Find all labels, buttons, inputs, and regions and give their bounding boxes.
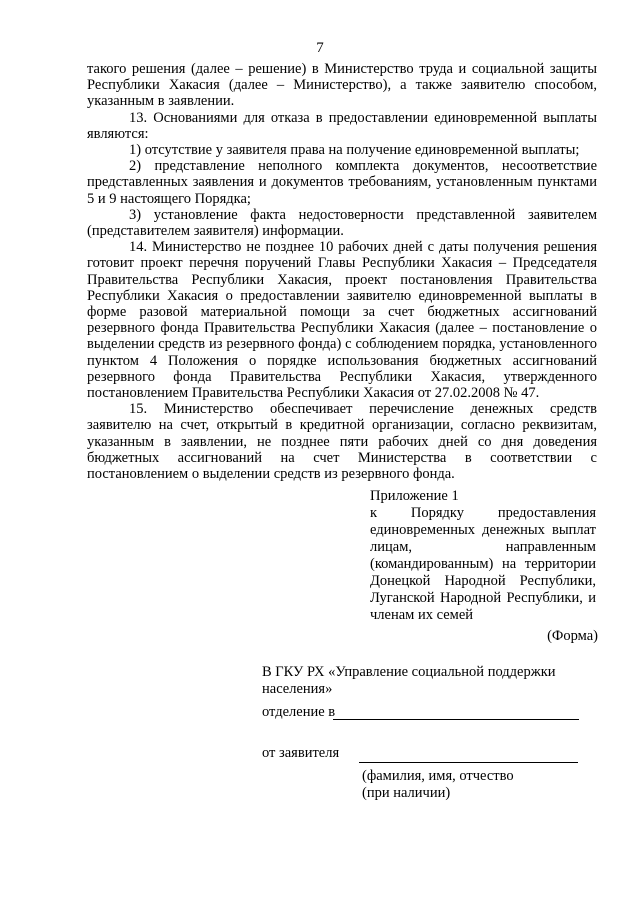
applicant-label: от заявителя [262,745,340,761]
department-fill-line[interactable] [333,719,579,720]
appendix-line: лицам, направленным [370,539,596,555]
hint-if-any: (при наличии) [362,785,451,801]
applicant-hint [362,768,514,802]
document-body [87,61,597,482]
paragraph-13: 13. Основаниями для отказа в предоставлении единовременной выплаты являются: [87,109,597,142]
hint-full-name: (фамилия, имя, отчество [362,768,514,784]
appendix-line: членам их семей [370,607,474,623]
department-label: отделение в [262,704,336,720]
appendix-line: (командированным) на территории [370,556,596,572]
paragraph-15: 15. Министерство обеспечивает перечисление денежных средств заявителю на счет, открытый в кредитной организации, согласно реквизитам, указанным в заявлении, не позднее пяти рабочих дней со дня доведения бюджетных ассигнований на счет Министерства в соответствии с постановлением о выделении средств из резервного фонда. [87,401,597,483]
appendix-title: Приложение 1 [370,488,459,504]
appendix-line: Луганской Народной Республики, и [370,590,596,606]
appendix-line: Донецкой Народной Республики, [370,573,596,589]
paragraph-14: 14. Министерство не позднее 10 рабочих дней с даты получения решения готовит проект перечня поручений Главы Республики Хакасия – Председателя Правительства Республики Хакасия, проект постановления Правительства Республики Хакасия о предоставлении заявителю единовременной выплаты в форме разовой материальной помощи за счет бюджетных ассигнований резервного фонда Правительства Республики Хакасия (далее – постановление о выделении средств из резервного фонда) с соблюдением порядка, установленного пунктом 4 Положения о порядке использования бюджетных ассигнований резервного фонда Правительства Республики Хакасия, утвержденного постановлением Правительства Республики Хакасия от 27.02.2008 № 47. [87,239,597,402]
paragraph-13-item-3: 3) установление факта недостоверности представленной заявителем (представителем заявителя) информации. [87,206,597,240]
applicant-fill-line[interactable] [359,762,578,763]
paragraph-continuation: такого решения (далее – решение) в Министерство труда и социальной защиты Республики Хакасия (далее – Министерство), а также заявителю способом, указанным в заявлении. [87,61,597,110]
paragraph-13-item-2: 2) представление неполного комплекта документов, несоответствие представленных заявления и документов требованиям, установленным пунктами 5 и 9 настоящего Порядка; [87,158,597,207]
appendix-header [370,488,596,624]
appendix-line: единовременных денежных выплат [370,522,596,538]
page-number: 7 [316,40,324,56]
appendix-line: к Порядку предоставления [370,505,596,521]
paragraph-13-item-1: 1) отсутствие у заявителя права на получение единовременной выплаты; [129,142,580,159]
recipient-address: В ГКУ РХ «Управление социальной поддержки населения» [262,664,556,697]
form-label: (Форма) [547,628,598,644]
